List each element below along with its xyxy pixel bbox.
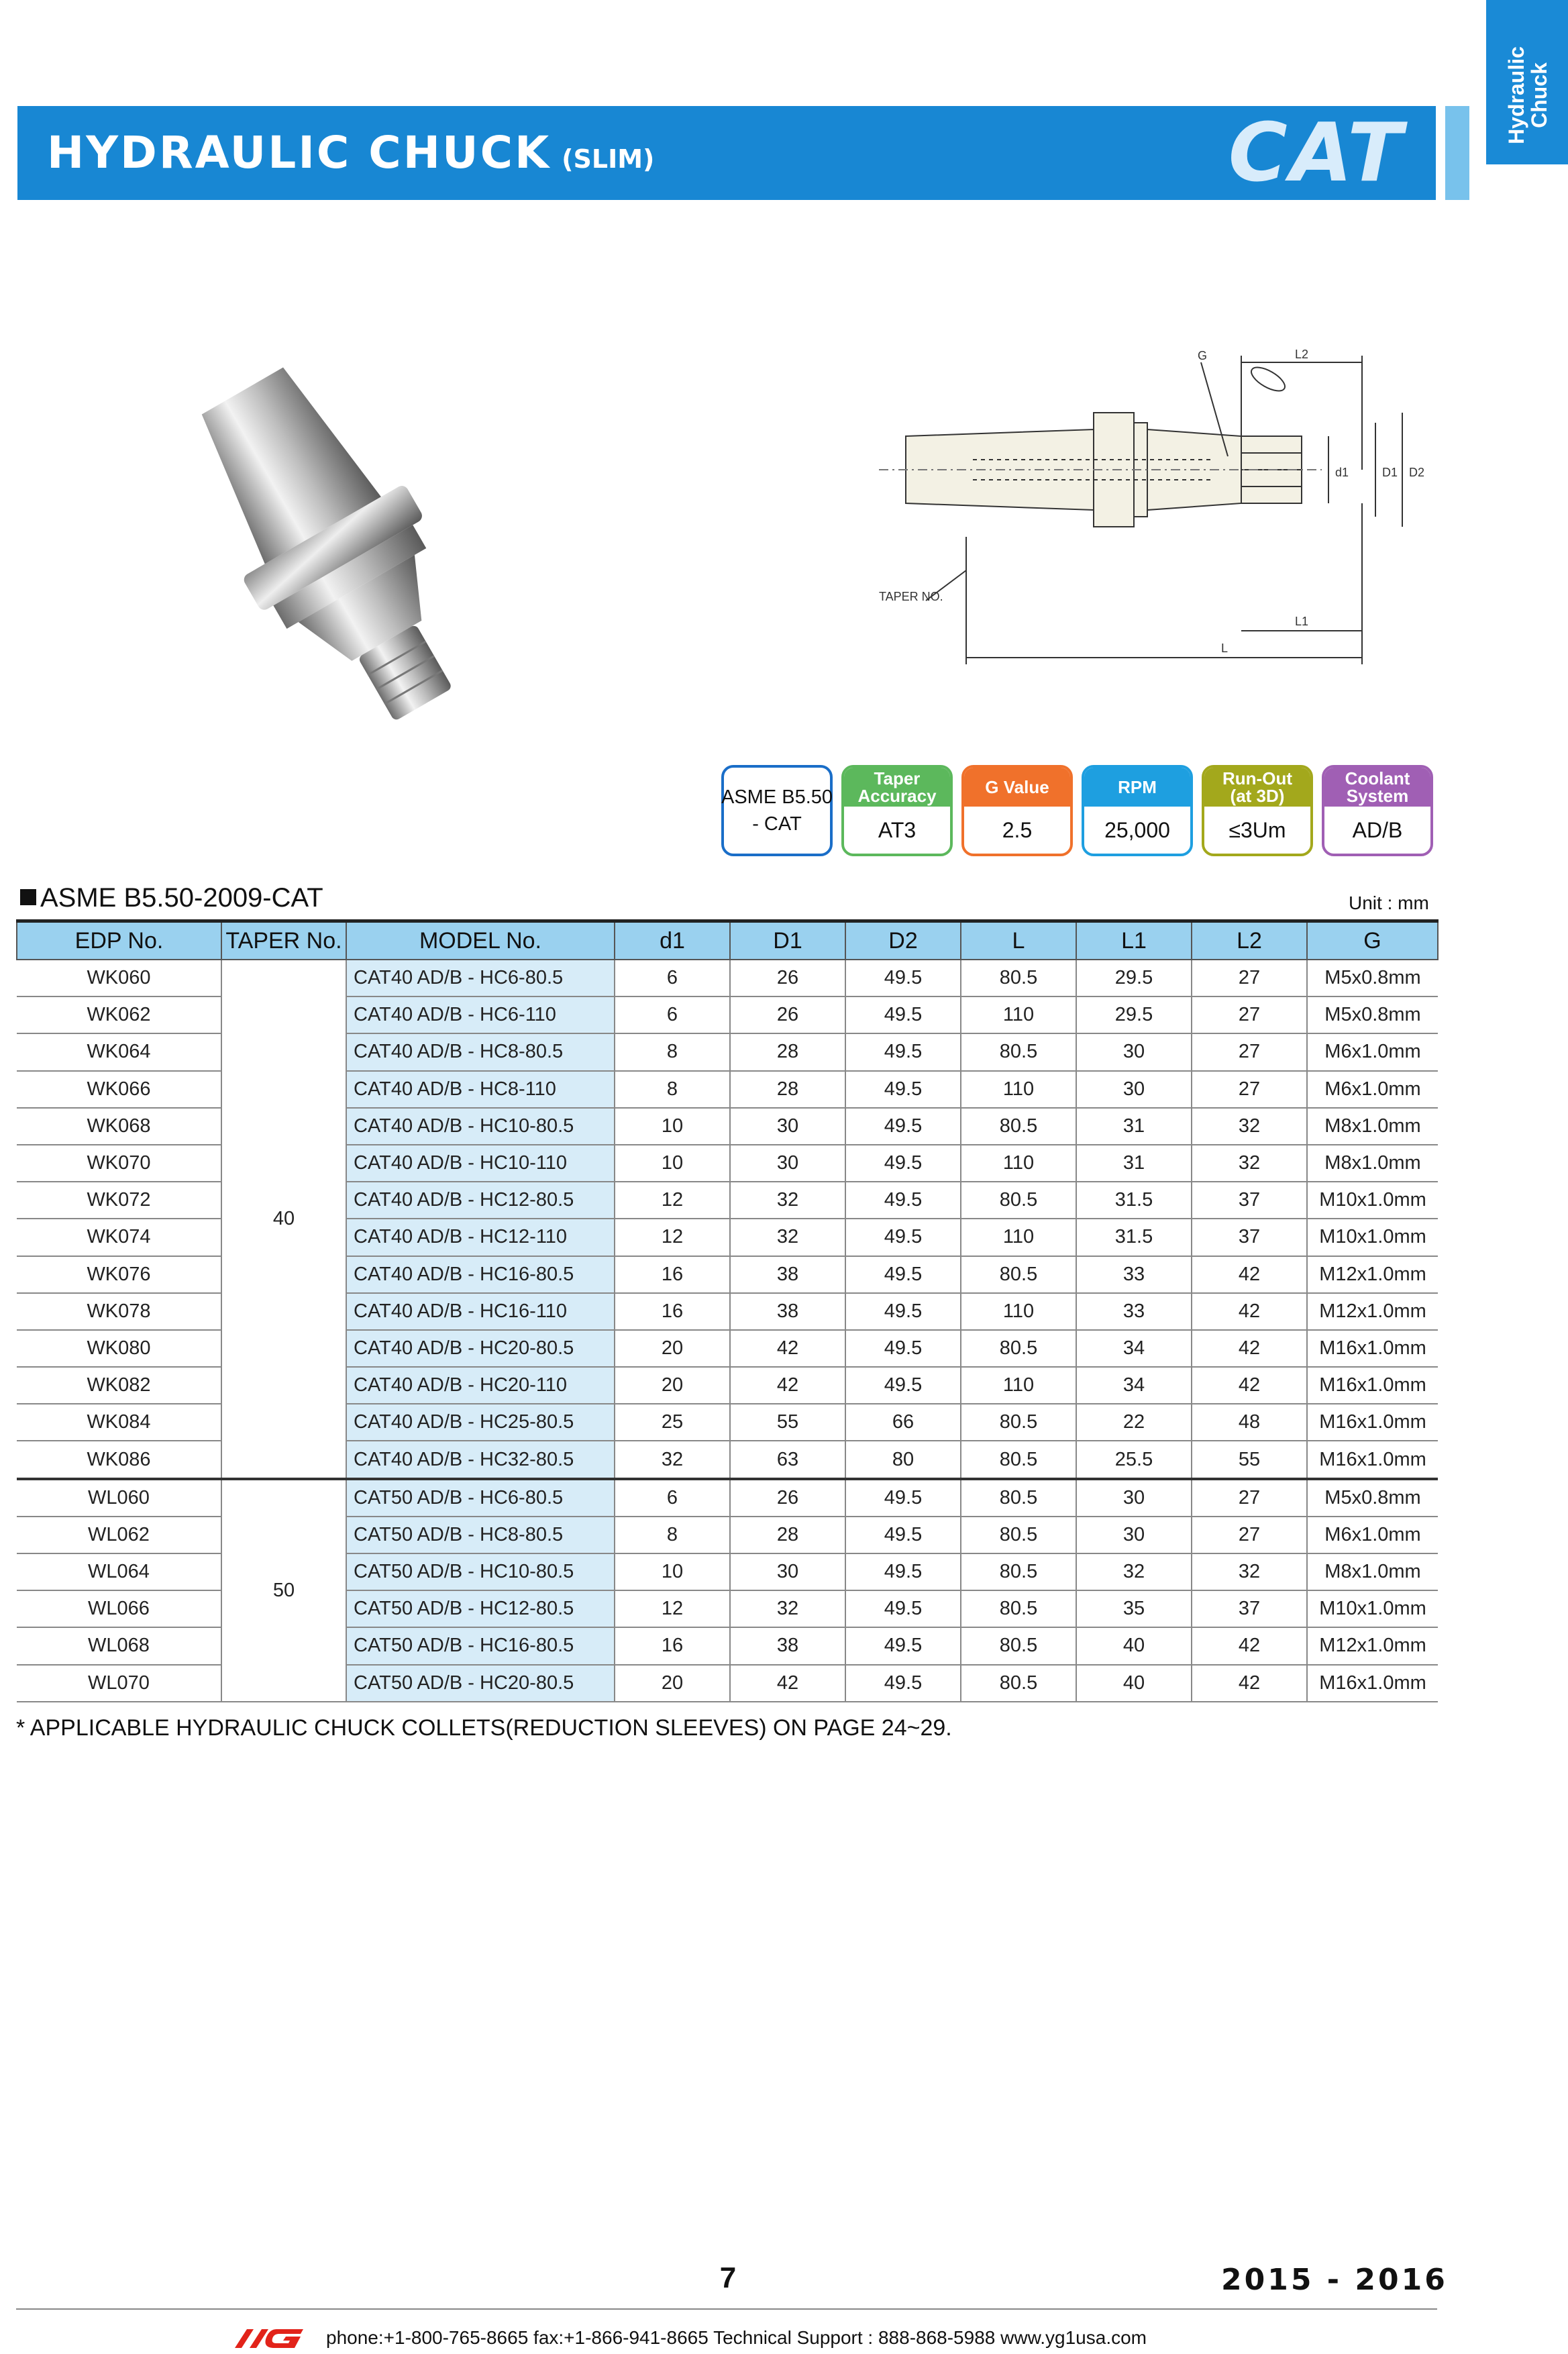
coolant-system-badge xyxy=(1322,765,1433,856)
value-cell: 49.5 xyxy=(845,1367,961,1404)
badge-value: AT3 xyxy=(878,817,917,842)
yg1-logo xyxy=(235,2325,315,2352)
value-cell: M8x1.0mm xyxy=(1307,1145,1438,1182)
banner-accent xyxy=(1436,106,1445,200)
value-cell: 110 xyxy=(961,1293,1076,1330)
page-number: 7 xyxy=(719,2261,737,2294)
value-cell: 32 xyxy=(730,1219,845,1256)
column-header: G xyxy=(1307,921,1438,960)
value-cell: 49.5 xyxy=(845,996,961,1033)
value-cell: 80.5 xyxy=(961,1590,1076,1627)
value-cell: 42 xyxy=(730,1367,845,1404)
edp-cell: WL070 xyxy=(17,1665,221,1702)
value-cell: 42 xyxy=(1192,1256,1307,1293)
value-cell: 42 xyxy=(1192,1293,1307,1330)
run-out-badge xyxy=(1202,765,1313,856)
value-cell: 30 xyxy=(730,1145,845,1182)
value-cell: 38 xyxy=(730,1293,845,1330)
value-cell: 55 xyxy=(730,1404,845,1441)
label-D2: D2 xyxy=(1409,466,1425,479)
value-cell: 110 xyxy=(961,1071,1076,1108)
value-cell: 37 xyxy=(1192,1182,1307,1219)
value-cell: 80 xyxy=(845,1441,961,1478)
value-cell: 80.5 xyxy=(961,1108,1076,1145)
value-cell: 80.5 xyxy=(961,1665,1076,1702)
taper-accuracy-badge xyxy=(841,765,953,856)
value-cell: 40 xyxy=(1076,1627,1192,1664)
value-cell: 27 xyxy=(1192,996,1307,1033)
value-cell: 22 xyxy=(1076,1404,1192,1441)
value-cell: 10 xyxy=(615,1553,730,1590)
value-cell: M16x1.0mm xyxy=(1307,1404,1438,1441)
value-cell: 26 xyxy=(730,960,845,996)
column-header: D2 xyxy=(845,921,961,960)
model-cell: CAT40 AD/B - HC6-80.5 xyxy=(346,960,615,996)
value-cell: 27 xyxy=(1192,1033,1307,1070)
value-cell: 30 xyxy=(1076,1033,1192,1070)
edp-cell: WK076 xyxy=(17,1256,221,1293)
value-cell: 49.5 xyxy=(845,1182,961,1219)
value-cell: 20 xyxy=(615,1665,730,1702)
badge-label: Run-Out (at 3D) xyxy=(1204,768,1310,807)
value-cell: M6x1.0mm xyxy=(1307,1071,1438,1108)
value-cell: 8 xyxy=(615,1071,730,1108)
value-cell: 42 xyxy=(1192,1627,1307,1664)
value-cell: 80.5 xyxy=(961,1033,1076,1070)
column-header: L2 xyxy=(1192,921,1307,960)
value-cell: 12 xyxy=(615,1590,730,1627)
value-cell: 42 xyxy=(730,1330,845,1367)
value-cell: 49.5 xyxy=(845,1627,961,1664)
column-header: EDP No. xyxy=(17,921,221,960)
value-cell: 26 xyxy=(730,996,845,1033)
value-cell: M10x1.0mm xyxy=(1307,1182,1438,1219)
contact-info: phone:+1-800-765-8665 fax:+1-866-941-8665 Technical Support : 888-868-5988 www.yg1usa.com xyxy=(326,2327,1147,2348)
edp-cell: WL066 xyxy=(17,1590,221,1627)
value-cell: 110 xyxy=(961,1367,1076,1404)
value-cell: 49.5 xyxy=(845,1517,961,1553)
value-cell: M10x1.0mm xyxy=(1307,1590,1438,1627)
value-cell: 8 xyxy=(615,1517,730,1553)
value-cell: M5x0.8mm xyxy=(1307,996,1438,1033)
header-banner xyxy=(17,106,1469,200)
value-cell: 30 xyxy=(1076,1071,1192,1108)
value-cell: M8x1.0mm xyxy=(1307,1553,1438,1590)
value-cell: 49.5 xyxy=(845,1145,961,1182)
value-cell: 31 xyxy=(1076,1108,1192,1145)
column-header: TAPER No. xyxy=(221,921,346,960)
value-cell: 49.5 xyxy=(845,1590,961,1627)
square-bullet-icon xyxy=(20,889,36,905)
value-cell: M10x1.0mm xyxy=(1307,1219,1438,1256)
model-cell: CAT40 AD/B - HC10-110 xyxy=(346,1145,615,1182)
badge-label: RPM xyxy=(1084,768,1190,807)
column-header: L xyxy=(961,921,1076,960)
value-cell: 49.5 xyxy=(845,1219,961,1256)
model-cell: CAT40 AD/B - HC20-80.5 xyxy=(346,1330,615,1367)
edp-cell: WK078 xyxy=(17,1293,221,1330)
value-cell: 31.5 xyxy=(1076,1182,1192,1219)
value-cell: 29.5 xyxy=(1076,996,1192,1033)
value-cell: 49.5 xyxy=(845,1033,961,1070)
model-cell: CAT50 AD/B - HC8-80.5 xyxy=(346,1517,615,1553)
value-cell: 80.5 xyxy=(961,1627,1076,1664)
edp-cell: WL068 xyxy=(17,1627,221,1664)
column-header: d1 xyxy=(615,921,730,960)
spec-table xyxy=(16,919,1439,1702)
unit-label: Unit : mm xyxy=(1349,892,1429,913)
badge-label: Taper Accuracy xyxy=(844,768,950,807)
value-cell: M8x1.0mm xyxy=(1307,1108,1438,1145)
value-cell: M16x1.0mm xyxy=(1307,1665,1438,1702)
value-cell: M6x1.0mm xyxy=(1307,1517,1438,1553)
value-cell: 32 xyxy=(730,1590,845,1627)
value-cell: 28 xyxy=(730,1517,845,1553)
badge-label: G Value xyxy=(964,768,1070,807)
value-cell: 110 xyxy=(961,1145,1076,1182)
value-cell: 42 xyxy=(730,1665,845,1702)
value-cell: 80.5 xyxy=(961,1404,1076,1441)
value-cell: 49.5 xyxy=(845,1108,961,1145)
value-cell: 27 xyxy=(1192,1479,1307,1517)
value-cell: 33 xyxy=(1076,1293,1192,1330)
model-cell: CAT50 AD/B - HC6-80.5 xyxy=(346,1479,615,1517)
value-cell: 32 xyxy=(1076,1553,1192,1590)
badge-value: 25,000 xyxy=(1104,817,1170,842)
value-cell: 110 xyxy=(961,1219,1076,1256)
badge-label: Coolant System xyxy=(1324,768,1430,807)
badge-value: 2.5 xyxy=(1002,817,1033,842)
value-cell: 49.5 xyxy=(845,1665,961,1702)
label-D1: D1 xyxy=(1382,466,1398,479)
value-cell: 49.5 xyxy=(845,1293,961,1330)
value-cell: 12 xyxy=(615,1182,730,1219)
value-cell: 49.5 xyxy=(845,1479,961,1517)
section-title: ASME B5.50-2009-CAT xyxy=(40,883,323,913)
value-cell: 63 xyxy=(730,1441,845,1478)
value-cell: 32 xyxy=(730,1182,845,1219)
page-title xyxy=(47,121,654,191)
column-header: D1 xyxy=(730,921,845,960)
value-cell: 34 xyxy=(1076,1367,1192,1404)
model-cell: CAT40 AD/B - HC12-80.5 xyxy=(346,1182,615,1219)
column-header: L1 xyxy=(1076,921,1192,960)
value-cell: 29.5 xyxy=(1076,960,1192,996)
edp-cell: WK070 xyxy=(17,1145,221,1182)
technical-drawing xyxy=(866,336,1456,671)
value-cell: 49.5 xyxy=(845,1071,961,1108)
value-cell: 42 xyxy=(1192,1367,1307,1404)
model-cell: CAT40 AD/B - HC6-110 xyxy=(346,996,615,1033)
model-cell: CAT40 AD/B - HC32-80.5 xyxy=(346,1441,615,1478)
value-cell: 30 xyxy=(1076,1479,1192,1517)
edp-cell: WL060 xyxy=(17,1479,221,1517)
value-cell: M12x1.0mm xyxy=(1307,1293,1438,1330)
value-cell: M5x0.8mm xyxy=(1307,960,1438,996)
model-cell: CAT50 AD/B - HC10-80.5 xyxy=(346,1553,615,1590)
catalog-years: 2015 - 2016 xyxy=(1221,2263,1448,2297)
model-cell: CAT40 AD/B - HC20-110 xyxy=(346,1367,615,1404)
value-cell: 32 xyxy=(615,1441,730,1478)
standard-badge: ASME B5.50 - CAT xyxy=(721,765,833,856)
value-cell: 27 xyxy=(1192,960,1307,996)
label-d1: d1 xyxy=(1335,466,1349,479)
value-cell: M16x1.0mm xyxy=(1307,1330,1438,1367)
value-cell: 16 xyxy=(615,1256,730,1293)
badge-value: AD/B xyxy=(1352,817,1403,842)
value-cell: 27 xyxy=(1192,1071,1307,1108)
badge-value: ≤3Um xyxy=(1229,817,1286,842)
edp-cell: WK080 xyxy=(17,1330,221,1367)
edp-cell: WL062 xyxy=(17,1517,221,1553)
value-cell: 20 xyxy=(615,1367,730,1404)
value-cell: 32 xyxy=(1192,1553,1307,1590)
label-l2: L2 xyxy=(1295,348,1309,361)
value-cell: 31 xyxy=(1076,1145,1192,1182)
value-cell: 32 xyxy=(1192,1108,1307,1145)
model-cell: CAT40 AD/B - HC8-80.5 xyxy=(346,1033,615,1070)
value-cell: 6 xyxy=(615,1479,730,1517)
edp-cell: WK074 xyxy=(17,1219,221,1256)
column-header: MODEL No. xyxy=(346,921,615,960)
value-cell: 80.5 xyxy=(961,1441,1076,1478)
edp-cell: WK066 xyxy=(17,1071,221,1108)
value-cell: M16x1.0mm xyxy=(1307,1441,1438,1478)
value-cell: 40 xyxy=(1076,1665,1192,1702)
spec-badges xyxy=(721,765,1439,859)
value-cell: 49.5 xyxy=(845,960,961,996)
model-cell: CAT40 AD/B - HC12-110 xyxy=(346,1219,615,1256)
table-row xyxy=(17,960,1438,996)
value-cell: 42 xyxy=(1192,1665,1307,1702)
edp-cell: WL064 xyxy=(17,1553,221,1590)
value-cell: 10 xyxy=(615,1145,730,1182)
product-photo xyxy=(121,349,564,752)
side-tab-label: Hydraulic Chuck xyxy=(1504,46,1551,144)
value-cell: 37 xyxy=(1192,1590,1307,1627)
value-cell: 12 xyxy=(615,1219,730,1256)
edp-cell: WK068 xyxy=(17,1108,221,1145)
value-cell: 80.5 xyxy=(961,1330,1076,1367)
value-cell: 34 xyxy=(1076,1330,1192,1367)
edp-cell: WK062 xyxy=(17,996,221,1033)
value-cell: 66 xyxy=(845,1404,961,1441)
value-cell: 80.5 xyxy=(961,1553,1076,1590)
value-cell: 6 xyxy=(615,960,730,996)
value-cell: 8 xyxy=(615,1033,730,1070)
taper-cell: 40 xyxy=(221,960,346,1479)
value-cell: 6 xyxy=(615,996,730,1033)
footer-divider xyxy=(16,2308,1437,2310)
edp-cell: WK086 xyxy=(17,1441,221,1478)
model-cell: CAT40 AD/B - HC10-80.5 xyxy=(346,1108,615,1145)
value-cell: 55 xyxy=(1192,1441,1307,1478)
value-cell: 42 xyxy=(1192,1330,1307,1367)
model-cell: CAT40 AD/B - HC8-110 xyxy=(346,1071,615,1108)
value-cell: 25 xyxy=(615,1404,730,1441)
model-cell: CAT40 AD/B - HC16-110 xyxy=(346,1293,615,1330)
value-cell: 80.5 xyxy=(961,1479,1076,1517)
model-cell: CAT50 AD/B - HC20-80.5 xyxy=(346,1665,615,1702)
value-cell: 38 xyxy=(730,1627,845,1664)
value-cell: 80.5 xyxy=(961,1182,1076,1219)
page-subtitle: (SLIM) xyxy=(562,144,655,174)
label-taper: TAPER NO. xyxy=(879,590,943,603)
value-cell: 26 xyxy=(730,1479,845,1517)
title-text: HYDRAULIC CHUCK xyxy=(47,127,552,178)
label-l1: L1 xyxy=(1295,615,1309,628)
edp-cell: WK084 xyxy=(17,1404,221,1441)
value-cell: 31.5 xyxy=(1076,1219,1192,1256)
value-cell: 33 xyxy=(1076,1256,1192,1293)
edp-cell: WK064 xyxy=(17,1033,221,1070)
value-cell: 48 xyxy=(1192,1404,1307,1441)
cat-label: CAT xyxy=(1228,107,1405,200)
value-cell: 37 xyxy=(1192,1219,1307,1256)
value-cell: 49.5 xyxy=(845,1256,961,1293)
value-cell: 10 xyxy=(615,1108,730,1145)
value-cell: 16 xyxy=(615,1293,730,1330)
value-cell: M6x1.0mm xyxy=(1307,1033,1438,1070)
value-cell: 28 xyxy=(730,1033,845,1070)
value-cell: 25.5 xyxy=(1076,1441,1192,1478)
value-cell: 80.5 xyxy=(961,1517,1076,1553)
edp-cell: WK072 xyxy=(17,1182,221,1219)
taper-cell: 50 xyxy=(221,1479,346,1702)
value-cell: 30 xyxy=(1076,1517,1192,1553)
model-cell: CAT50 AD/B - HC16-80.5 xyxy=(346,1627,615,1664)
model-cell: CAT40 AD/B - HC25-80.5 xyxy=(346,1404,615,1441)
edp-cell: WK082 xyxy=(17,1367,221,1404)
value-cell: 80.5 xyxy=(961,1256,1076,1293)
value-cell: M16x1.0mm xyxy=(1307,1367,1438,1404)
rpm-badge xyxy=(1082,765,1193,856)
value-cell: 20 xyxy=(615,1330,730,1367)
footnote: * APPLICABLE HYDRAULIC CHUCK COLLETS(REDUCTION SLEEVES) ON PAGE 24~29. xyxy=(16,1715,952,1741)
model-cell: CAT40 AD/B - HC16-80.5 xyxy=(346,1256,615,1293)
value-cell: 35 xyxy=(1076,1590,1192,1627)
value-cell: 16 xyxy=(615,1627,730,1664)
value-cell: 110 xyxy=(961,996,1076,1033)
label-l: L xyxy=(1221,642,1229,655)
value-cell: M12x1.0mm xyxy=(1307,1627,1438,1664)
g-value-badge xyxy=(961,765,1073,856)
edp-cell: WK060 xyxy=(17,960,221,996)
label-g: G xyxy=(1198,349,1208,362)
value-cell: 30 xyxy=(730,1553,845,1590)
value-cell: M12x1.0mm xyxy=(1307,1256,1438,1293)
value-cell: 49.5 xyxy=(845,1330,961,1367)
value-cell: 30 xyxy=(730,1108,845,1145)
side-tab xyxy=(1486,0,1568,164)
model-cell: CAT50 AD/B - HC12-80.5 xyxy=(346,1590,615,1627)
value-cell: 32 xyxy=(1192,1145,1307,1182)
value-cell: 38 xyxy=(730,1256,845,1293)
section-heading xyxy=(20,883,323,913)
banner-accent-light xyxy=(1445,106,1469,200)
value-cell: 49.5 xyxy=(845,1553,961,1590)
value-cell: 28 xyxy=(730,1071,845,1108)
value-cell: 27 xyxy=(1192,1517,1307,1553)
table-header-row xyxy=(17,921,1438,960)
table-row xyxy=(17,1479,1438,1517)
value-cell: 80.5 xyxy=(961,960,1076,996)
value-cell: M5x0.8mm xyxy=(1307,1479,1438,1517)
